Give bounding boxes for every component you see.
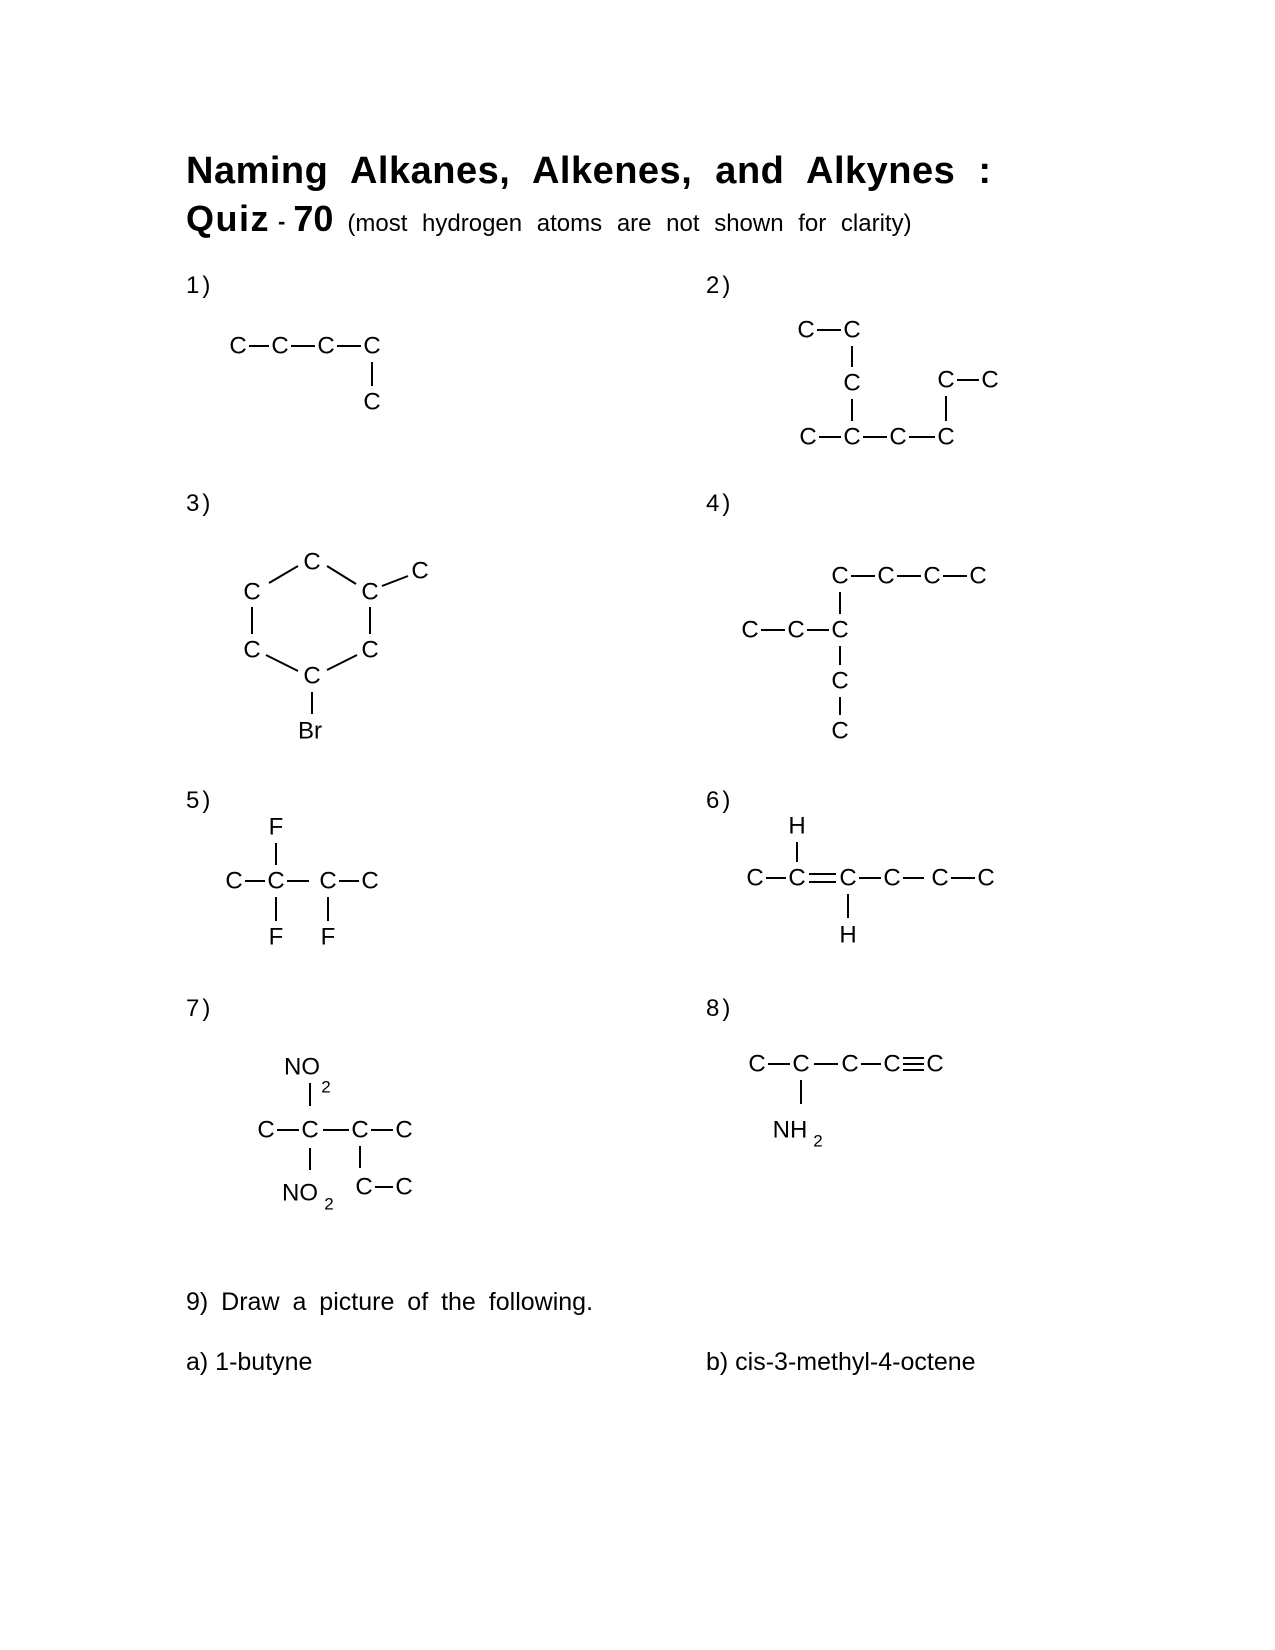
svg-text:C: C (271, 332, 289, 360)
svg-text:C: C (831, 667, 849, 695)
svg-text:C: C (926, 1050, 944, 1078)
svg-text:C: C (923, 562, 941, 590)
question-5-label: 5) (186, 787, 214, 814)
svg-text:C: C (839, 864, 857, 892)
svg-text:C: C (787, 616, 805, 644)
svg-text:C: C (395, 1116, 413, 1144)
svg-text:C: C (361, 867, 379, 895)
quiz-number: 70 (293, 198, 334, 239)
svg-text:C: C (969, 562, 987, 590)
svg-text:C: C (843, 316, 861, 344)
svg-text:C: C (831, 717, 849, 745)
svg-text:C: C (243, 578, 261, 606)
svg-text:C: C (303, 662, 321, 690)
svg-text:C: C (843, 369, 861, 397)
svg-text:C: C (361, 578, 379, 606)
svg-text:C: C (363, 388, 381, 416)
svg-text:C: C (317, 332, 335, 360)
svg-text:C: C (931, 864, 949, 892)
svg-text:C: C (883, 1050, 901, 1078)
svg-text:C: C (883, 864, 901, 892)
svg-text:C: C (748, 1050, 766, 1078)
svg-text:C: C (831, 562, 849, 590)
svg-text:C: C (361, 636, 379, 664)
svg-text:C: C (741, 616, 759, 644)
question-9a: a) 1-butyne (186, 1348, 313, 1376)
question-6-label: 6) (706, 787, 734, 814)
svg-text:C: C (355, 1173, 373, 1201)
svg-text:C: C (746, 864, 764, 892)
svg-text:F: F (320, 923, 336, 951)
svg-text:C: C (351, 1116, 369, 1144)
svg-text:NO: NO (284, 1053, 320, 1081)
svg-text:2: 2 (324, 1194, 334, 1214)
svg-text:F: F (268, 923, 284, 951)
question-9-prompt: 9) Draw a picture of the following. (186, 1288, 594, 1316)
svg-text:H: H (839, 921, 857, 949)
svg-text:C: C (257, 1116, 275, 1144)
svg-text:C: C (937, 366, 955, 394)
svg-text:F: F (268, 813, 284, 841)
question-9b: b) cis-3-methyl-4-octene (706, 1348, 976, 1376)
svg-text:C: C (788, 864, 806, 892)
quiz-dash: - (278, 209, 286, 234)
svg-text:C: C (981, 366, 999, 394)
question-7-label: 7) (186, 995, 214, 1022)
svg-text:NO: NO (282, 1179, 318, 1207)
svg-text:C: C (841, 1050, 859, 1078)
question-4-label: 4) (706, 490, 734, 517)
svg-text:C: C (267, 867, 285, 895)
svg-text:C: C (363, 332, 381, 360)
svg-text:2: 2 (813, 1131, 823, 1151)
svg-text:C: C (799, 423, 817, 451)
svg-text:C: C (831, 616, 849, 644)
question-2-label: 2) (706, 272, 734, 299)
svg-text:C: C (301, 1116, 319, 1144)
question-8-label: 8) (706, 995, 734, 1022)
question-1-label: 1) (186, 272, 214, 299)
svg-text:NH: NH (772, 1116, 808, 1144)
svg-text:C: C (792, 1050, 810, 1078)
svg-text:2: 2 (321, 1077, 331, 1097)
svg-text:C: C (225, 867, 243, 895)
question-3-label: 3) (186, 490, 214, 517)
svg-text:C: C (877, 562, 895, 590)
page-title: Naming Alkanes, Alkenes, and Alkynes : (186, 150, 992, 192)
svg-text:C: C (319, 867, 337, 895)
svg-text:C: C (889, 423, 907, 451)
svg-text:C: C (395, 1173, 413, 1201)
svg-text:C: C (303, 548, 321, 576)
svg-text:C: C (243, 636, 261, 664)
quiz-note: (most hydrogen atoms are not shown for clarity) (347, 210, 912, 237)
svg-text:C: C (229, 332, 247, 360)
svg-text:Br: Br (298, 717, 322, 745)
svg-text:C: C (977, 864, 995, 892)
svg-text:C: C (797, 316, 815, 344)
svg-text:C: C (411, 557, 429, 585)
svg-text:H: H (788, 812, 806, 840)
svg-text:C: C (843, 423, 861, 451)
quiz-label: Quiz (186, 198, 270, 239)
svg-text:C: C (937, 423, 955, 451)
